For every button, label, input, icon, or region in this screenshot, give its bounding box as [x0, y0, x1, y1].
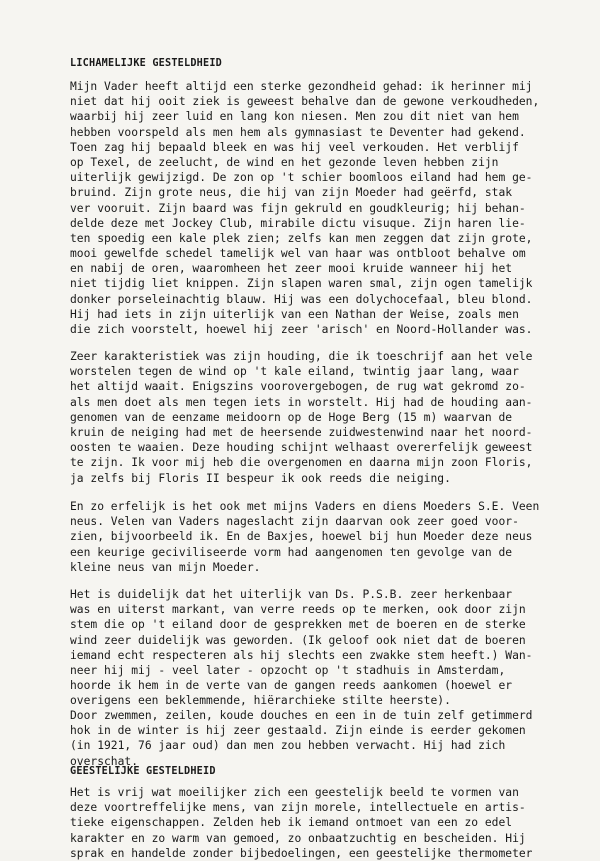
text-line: stem die op 't eiland door de gesprekken met de boeren en de sterke — [70, 618, 526, 632]
text-line: Zeer karakteristiek was zijn houding, die ik toeschrijf aan het vele — [70, 350, 533, 363]
paragraph — [70, 587, 570, 709]
text-line: En zo erfelijk is het ook met mijns Vaders en diens Moeders S.E. Veen — [70, 500, 540, 513]
text-line: die zich voorstelt, hoewel hij zeer 'arisch' en Noord-Hollander was. — [70, 323, 533, 336]
text-line: donker porseleinachtig blauw. Hij was een dolychocefaal, bleu blond. — [70, 292, 533, 306]
text-line: (in 1921, 76 jaar oud) dan men zou hebben verwacht. Hij had zich — [70, 739, 506, 753]
text-line: genomen van de eenzame meidoorn op de Hoge Berg (15 m) waarvan de — [70, 410, 513, 424]
text-line: Het is duidelijk dat het uiterlijk van Ds. P.S.B. zeer herkenbaar — [70, 588, 513, 601]
text-line: hok in de winter is hij zeer gestaald. Zijn einde is eerder gekomen — [70, 724, 526, 738]
text-line: mooi gewelfde schedel tamelijk wel van haar was ontbloot behalve om — [70, 247, 526, 261]
paragraph — [70, 349, 570, 486]
text-line: kleine neus van mijn Moeder. — [70, 560, 261, 574]
text-line: Door zwemmen, zeilen, koude douches en een in de tuin zelf getimmerd — [70, 709, 533, 722]
text-line: en nabij de oren, waaromheen het zeer mooi kruide wanneer hij het — [70, 262, 513, 276]
paragraph — [70, 79, 570, 337]
text-line: iemand echt respecteren als hij slechts een zwakke stem heeft.) Wan- — [70, 648, 533, 662]
text-line: ver vooruit. Zijn baard was fijn gekruld en goudkleurig; hij behan- — [70, 201, 526, 215]
text-line: was en uiterst markant, van verre reeds op te merken, ook door zijn — [70, 603, 526, 617]
text-line: hoorde ik hem in de verte van de gangen reeds aankomen (hoewel er — [70, 679, 513, 693]
paragraph — [70, 708, 570, 769]
text-line: tieke eigenschappen. Zelden heb ik iemand ontmoet van een zo edel — [70, 816, 513, 830]
text-line: neus. Velen van Vaders nageslacht zijn daarvan ook zeer goed voor- — [70, 515, 519, 529]
text-line: waarbij hij zeer luid en lang kon niesen. Men zou dit niet van hem — [70, 110, 519, 124]
text-line: hebben voorspeld als men hem als gymnasiast te Deventer had gekend. — [70, 125, 526, 139]
text-line: niet tijdig liet knippen. Zijn slapen waren smal, zijn ogen tamelijk — [70, 277, 533, 291]
text-line: sprak en handelde zonder bijbedoelingen, een geestelijke thermometer — [70, 846, 533, 860]
text-line: het altijd waait. Enigszins voorovergebogen, de rug wat gekromd zo- — [70, 380, 526, 394]
text-line: overigens een beklemmende, hiërarchieke stilte heerste). — [70, 694, 451, 708]
text-line: deze voortreffelijke mens, van zijn morele, intellectuele en artis- — [70, 801, 526, 815]
section-heading-mental: GEESTELIJKE GESTELDHEID — [70, 766, 216, 777]
text-line: een keurige geciviliseerde vorm had aangenomen ten gevolge van de — [70, 545, 513, 559]
text-line: Mijn Vader heeft altijd een sterke gezondheid gehad: ik herinner mij — [70, 80, 533, 93]
text-line: uiterlijk gewijzigd. De zon op 't schier boomloos eiland had hem ge- — [70, 171, 533, 185]
text-line: neer hij mij - veel later - opzocht op 't stadhuis in Amsterdam, — [70, 663, 506, 677]
text-line: zien, bijvoorbeeld ik. En de Baxjes, hoewel bij hun Moeder deze neus — [70, 530, 533, 544]
paragraph — [70, 499, 570, 575]
text-line: Het is vrij wat moeilijker zich een geestelijk beeld te vormen van — [70, 786, 519, 799]
text-line: karakter en zo warm van gemoed, zo onbaatzuchtig en bescheiden. Hij — [70, 831, 526, 845]
text-line: Toen zag hij bepaald bleek en was hij veel verkouden. Het verblijf — [70, 140, 519, 154]
text-line: wind zeer duidelijk was geworden. (Ik geloof ook niet dat de boeren — [70, 633, 526, 647]
text-line: op Texel, de zeelucht, de wind en het gezonde leven hebben zijn — [70, 155, 499, 169]
section-heading-physical: LICHAMELIJKE GESTELDHEID — [70, 58, 223, 69]
text-line: overschat. — [70, 754, 139, 768]
text-line: bruind. Zijn grote neus, die hij van zijn Moeder had geërfd, stak — [70, 186, 513, 200]
text-line: kruin de neiging had met de heersende zuidwestenwind naar het noord- — [70, 425, 533, 439]
text-line: worstelen tegen de wind op 't kale eiland, twintig jaar lang, waar — [70, 365, 519, 379]
text-line: Hij had iets in zijn uiterlijk van een Nathan der Weise, zoals men — [70, 307, 519, 321]
text-line: ja zelfs bij Floris II bespeur ik ook reeds die neiging. — [70, 471, 451, 485]
text-line: ten spoedig een kale plek zien; zelfs kan men zeggen dat zijn grote, — [70, 231, 533, 245]
text-line: oosten te waaien. Deze houding schijnt welhaast overerfelijk geweest — [70, 441, 533, 455]
text-line: delde deze met Jockey Club, mirabile dictu visuque. Zijn haren lie- — [70, 216, 526, 230]
text-line: als men doet als men tegen iets in worstelt. Hij had de houding aan- — [70, 395, 533, 409]
text-line: te zijn. Ik voor mij heb die overgenomen en daarna mijn zoon Floris, — [70, 456, 533, 470]
text-line: niet dat hij ooit ziek is geweest behalve dan de gewone verkoudheden, — [70, 95, 540, 109]
